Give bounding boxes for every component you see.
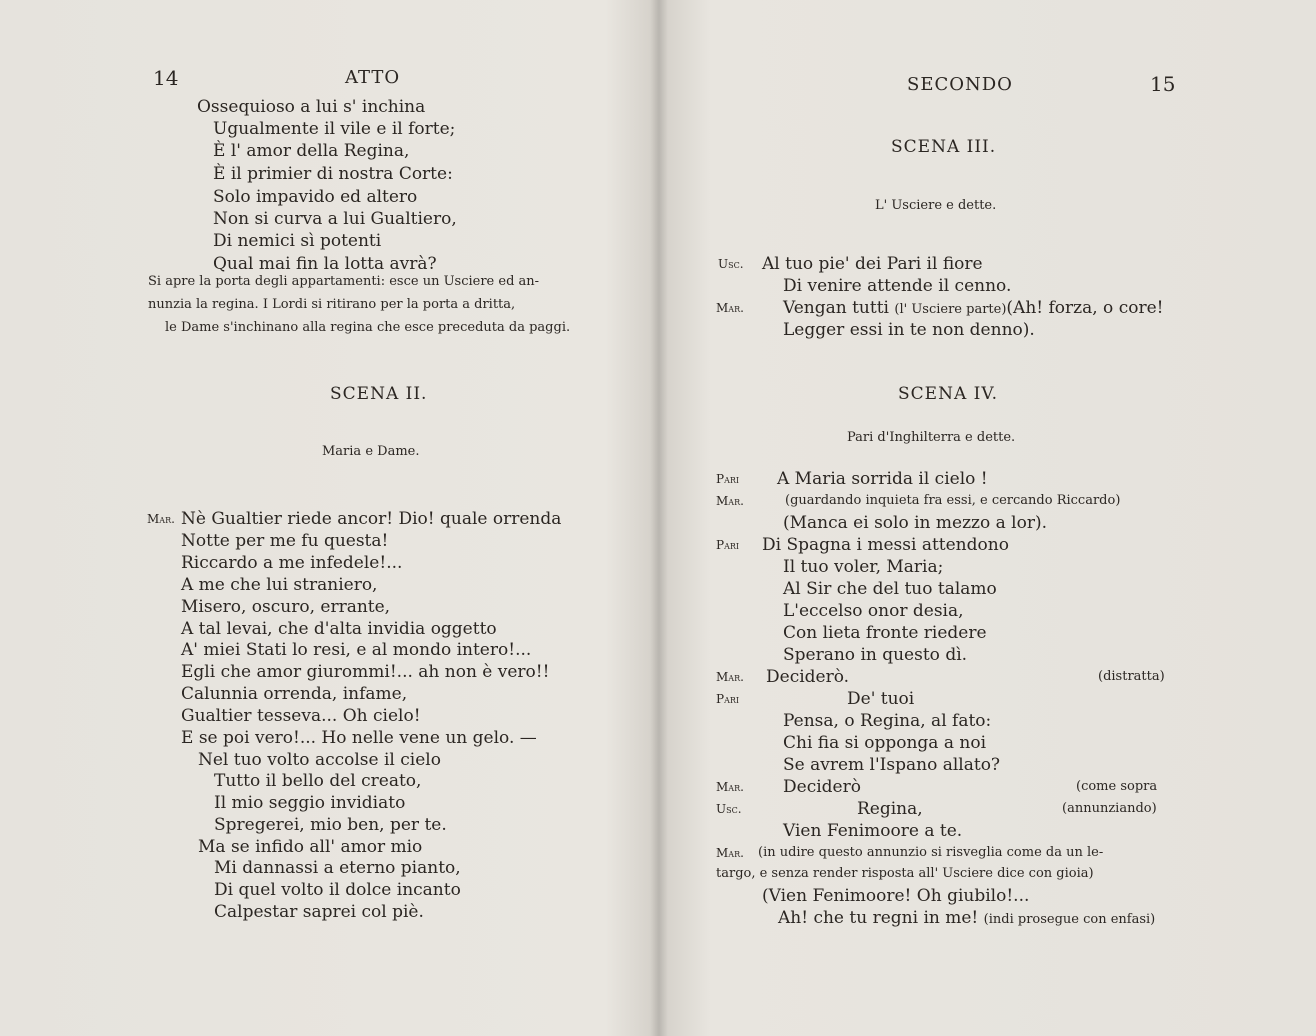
stage-direction: (distratta) <box>1098 669 1165 684</box>
verse-line: Ugualmente il vile e il forte; <box>213 119 456 139</box>
verse-line: (Vien Fenimoore! Oh giubilo!... <box>762 886 1030 906</box>
running-head: SECONDO <box>907 74 1013 95</box>
verse-line: Calunnia orrenda, infame, <box>181 684 408 704</box>
verse-line: Vien Fenimoore a te. <box>783 821 963 841</box>
verse-line: Di Spagna i messi attendono <box>762 535 1009 555</box>
scene-characters: L' Usciere e dette. <box>875 198 997 213</box>
verse-line: L'eccelso onor desia, <box>783 601 964 621</box>
verse-line: Egli che amor giurommi!... ah non è vero!! <box>181 662 550 682</box>
stage-direction: (annunziando) <box>1062 801 1157 816</box>
verse-line: Pensa, o Regina, al fato: <box>783 711 992 731</box>
verse-text: Ah! che tu regni in me! <box>778 908 979 928</box>
left-page <box>0 0 655 1036</box>
verse-line: Regina, <box>857 799 923 819</box>
speaker-label: Mar. <box>716 780 744 794</box>
verse-line: A tal levai, che d'alta invidia oggetto <box>181 619 497 639</box>
speaker-label: Usc. <box>718 257 744 271</box>
speaker-label: Mar. <box>716 301 744 315</box>
verse-line: Notte per me fu questa! <box>181 531 389 551</box>
stage-direction: (come sopra <box>1076 779 1158 794</box>
verse-line: È l' amor della Regina, <box>213 141 410 161</box>
verse-line: Tutto il bello del creato, <box>214 771 422 791</box>
verse-line: Non si curva a lui Gualtiero, <box>213 209 457 229</box>
verse-line: E se poi vero!... Ho nelle vene un gelo. — <box>181 728 537 748</box>
verse-line: Riccardo a me infedele!... <box>181 553 403 573</box>
scene-title: SCENA IV. <box>898 384 999 404</box>
verse-line: Ossequioso a lui s' inchina <box>197 97 426 117</box>
verse-line: A me che lui straniero, <box>181 575 378 595</box>
verse-line: De' tuoi <box>847 689 915 709</box>
verse-line: Nè Gualtier riede ancor! Dio! quale orrenda <box>181 509 562 529</box>
verse-line: Nel tuo volto accolse il cielo <box>198 750 441 770</box>
stage-direction: targo, e senza render risposta all' Usciere dice con gioia) <box>716 866 1094 881</box>
stage-direction: (guardando inquieta fra essi, e cercando Riccardo) <box>785 493 1121 508</box>
verse-line: A' miei Stati lo resi, e al mondo intero!... <box>181 640 532 660</box>
verse-line: Misero, oscuro, errante, <box>181 597 391 617</box>
verse-line: Chi fia si opponga a noi <box>783 733 987 753</box>
speaker-label: Mar. <box>716 670 744 684</box>
page-number: 15 <box>1150 72 1176 96</box>
verse-line: Gualtier tesseva... Oh cielo! <box>181 706 421 726</box>
verse-line <box>783 298 1163 320</box>
verse-line: È il primier di nostra Corte: <box>213 164 453 184</box>
scene-title: SCENA II. <box>330 384 428 404</box>
verse-text: (Ah! forza, o core! <box>1006 298 1164 318</box>
scene-title: SCENA III. <box>891 137 997 157</box>
verse-line: Calpestar saprei col piè. <box>214 902 424 922</box>
speaker-label: Usc. <box>716 802 742 816</box>
verse-line: Deciderò <box>783 777 861 797</box>
speaker-label: Mar. <box>716 494 744 508</box>
verse-line: Al Sir che del tuo talamo <box>783 579 997 599</box>
right-page <box>662 0 1316 1036</box>
verse-line: Al tuo pie' dei Pari il fiore <box>762 254 983 274</box>
verse-line: A Maria sorrida il cielo ! <box>777 469 988 489</box>
page-number: 14 <box>153 66 179 90</box>
verse-line: Qual mai fin la lotta avrà? <box>213 254 437 274</box>
stage-direction-line: le Dame s'inchinano alla regina che esce preceduta da paggi. <box>165 320 571 335</box>
verse-line: Il tuo voler, Maria; <box>783 557 944 577</box>
verse-line: Di venire attende il cenno. <box>783 276 1012 296</box>
verse-line: (Manca ei solo in mezzo a lor). <box>783 513 1048 533</box>
stage-direction-line: Si apre la porta degli appartamenti: esce un Usciere ed an- <box>148 274 540 289</box>
speaker-label: Pari <box>716 538 740 552</box>
verse-line: Solo impavido ed altero <box>213 187 418 207</box>
speaker-label: Pari <box>716 472 740 486</box>
verse-line: Sperano in questo dì. <box>783 645 968 665</box>
running-head: ATTO <box>345 67 401 88</box>
verse-text: Vengan tutti <box>783 298 889 318</box>
verse-line: Deciderò. <box>766 667 850 687</box>
scene-characters: Maria e Dame. <box>322 444 420 459</box>
verse-line: Con lieta fronte riedere <box>783 623 987 643</box>
verse-line: Di nemici sì potenti <box>213 231 382 251</box>
speaker-label: Mar. <box>147 512 175 526</box>
verse-line: Di quel volto il dolce incanto <box>214 880 461 900</box>
scene-characters: Pari d'Inghilterra e dette. <box>847 430 1016 445</box>
stage-direction: (in udire questo annunzio si risveglia come da un le- <box>758 845 1104 860</box>
verse-line: Se avrem l'Ispano allato? <box>783 755 1001 775</box>
verse-line: Spregerei, mio ben, per te. <box>214 815 447 835</box>
verse-line: Ma se infido all' amor mio <box>198 837 423 857</box>
speaker-label: Mar. <box>716 846 744 860</box>
verse-line <box>778 908 1155 930</box>
stage-direction-inline: (l' Usciere parte) <box>894 302 1007 317</box>
verse-line: Il mio seggio invidiato <box>214 793 406 813</box>
speaker-label: Pari <box>716 692 740 706</box>
verse-line: Legger essi in te non denno). <box>783 320 1035 340</box>
stage-direction-inline: (indi prosegue con enfasi) <box>983 912 1156 927</box>
stage-direction-line: nunzia la regina. I Lordi si ritirano per la porta a dritta, <box>148 297 516 312</box>
verse-line: Mi dannassi a eterno pianto, <box>214 858 461 878</box>
